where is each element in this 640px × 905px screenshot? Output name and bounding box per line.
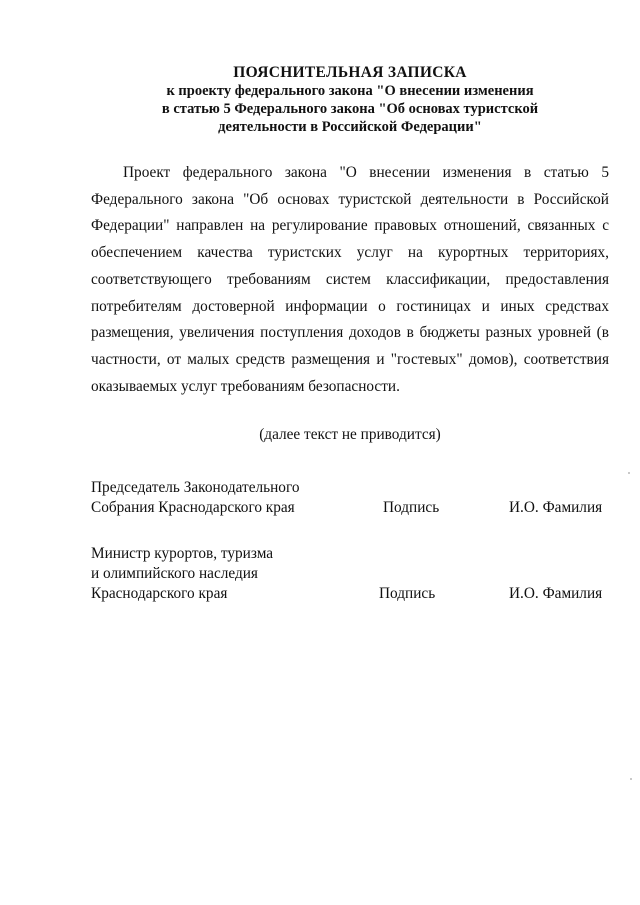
omitted-text-note: (далее текст не приводится) <box>259 426 441 443</box>
body-paragraph: Проект федерального закона "О внесении изменения в статью 5 Федерального закона "Об основах туристской деятельности в Российской Федерации" направлен на регулирование правовых отношений, связанных с обеспечением качества туристских услуг на курортных территориях, соответствующего требованиям систем классификации, предоставления потребителям достоверной информации о гостиницах и иных средствах размещения, увеличения поступления доходов в бюджеты разных уровней (в частности, от малых средств размещения и "гостевых" домов), соответствия оказываемых услуг требованиям безопасности. <box>91 164 609 395</box>
position-line: Председатель Законодательного <box>91 479 300 496</box>
signature-placeholder: Подпись <box>383 499 440 516</box>
scan-speck <box>630 778 632 780</box>
signatory-name: И.О. Фамилия <box>509 499 603 516</box>
signatory-position <box>91 544 351 604</box>
position-line: и олимпийского наследия <box>91 565 258 582</box>
document-header <box>80 64 620 136</box>
signatory-position <box>91 478 351 518</box>
position-line: Краснодарского края <box>91 585 228 602</box>
signature-placeholder: Подпись <box>379 585 436 602</box>
document-title: ПОЯСНИТЕЛЬНАЯ ЗАПИСКА <box>233 64 467 81</box>
subtitle-line-1: к проекту федерального закона "О внесении изменения <box>166 83 534 99</box>
subtitle-line-2: в статью 5 Федерального закона "Об основах туристской <box>161 101 539 117</box>
signatory-name: И.О. Фамилия <box>509 585 603 602</box>
position-line: Собрания Краснодарского края <box>91 499 295 516</box>
position-line: Министр курортов, туризма <box>91 545 274 562</box>
scan-speck <box>628 472 630 474</box>
subtitle-line-3: деятельности в Российской Федерации" <box>218 119 482 135</box>
